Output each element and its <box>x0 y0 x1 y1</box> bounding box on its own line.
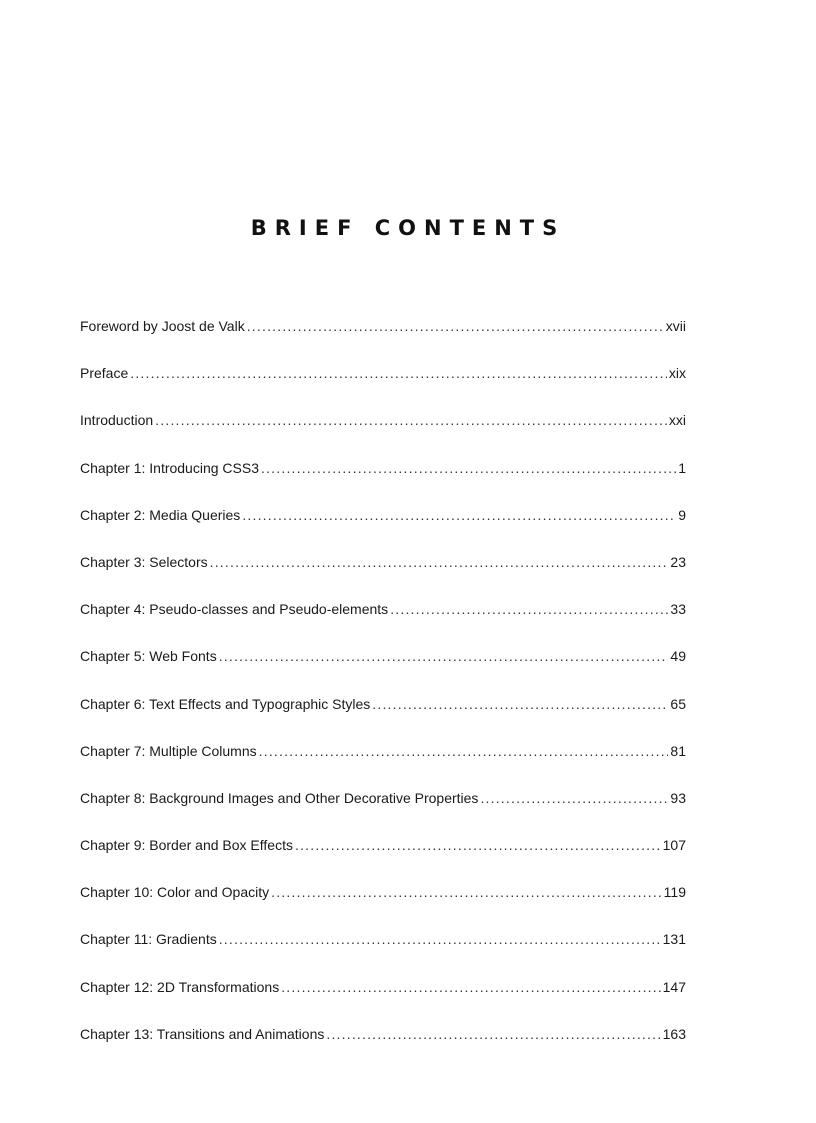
toc-entry-page: 147 <box>662 978 686 995</box>
toc-dot-leader <box>326 1024 660 1044</box>
toc-dot-leader <box>281 977 660 997</box>
toc-entry-label: Foreword by Joost de Valk <box>80 318 245 334</box>
toc-entry-page: 81 <box>670 742 686 759</box>
toc-dot-leader <box>372 694 668 714</box>
toc-entry-label: Chapter 3: Selectors <box>80 553 208 570</box>
toc-entry-label: Chapter 10: Color and Opacity <box>80 884 270 901</box>
toc-entry-label: Chapter 9: Border and Box Effects <box>80 837 293 854</box>
toc-entry-page: 131 <box>662 931 686 948</box>
toc-entry-label: Chapter 12: 2D Transformations <box>80 978 280 995</box>
toc-entry-page: 33 <box>670 601 686 618</box>
toc-entry-label: Chapter 13: Transitions and Animations <box>80 1025 325 1042</box>
toc-entry <box>80 599 686 646</box>
toc-entry <box>80 741 686 788</box>
toc-entry <box>80 788 686 835</box>
toc-dot-leader <box>242 505 676 525</box>
toc-list <box>80 316 686 1071</box>
toc-entry <box>80 1024 686 1071</box>
toc-dot-leader <box>390 599 668 619</box>
toc-entry-page: xxi <box>668 412 686 429</box>
toc-entry <box>80 646 686 693</box>
toc-entry-page: 1 <box>678 459 686 476</box>
toc-dot-leader <box>130 363 667 383</box>
toc-entry-label: Chapter 1: Introducing CSS3 <box>80 459 259 476</box>
toc-entry-page: 49 <box>670 648 686 665</box>
toc-entry-page: 107 <box>662 837 686 854</box>
toc-entry <box>80 410 686 457</box>
toc-entry <box>80 882 686 929</box>
toc-entry-page: xvii <box>665 318 686 334</box>
toc-dot-leader <box>210 552 669 572</box>
toc-entry-page: xix <box>668 365 686 382</box>
toc-entry-label: Chapter 6: Text Effects and Typographic Styles <box>80 695 371 712</box>
toc-entry-label: Chapter 7: Multiple Columns <box>80 742 257 759</box>
toc-dot-leader <box>295 835 661 855</box>
toc-dot-leader <box>480 788 668 808</box>
toc-entry-label: Chapter 4: Pseudo-classes and Pseudo-elements <box>80 601 389 618</box>
toc-dot-leader <box>219 646 669 666</box>
toc-dot-leader <box>259 741 669 761</box>
toc-dot-leader <box>271 882 662 902</box>
toc-entry-label: Preface <box>80 365 129 382</box>
toc-entry-page: 93 <box>670 789 686 806</box>
toc-entry-page: 65 <box>670 695 686 712</box>
page-title: BRIEF CONTENTS <box>250 216 566 240</box>
toc-entry-page: 163 <box>662 1025 686 1042</box>
toc-entry <box>80 458 686 505</box>
toc-entry-label: Chapter 8: Background Images and Other Decorative Properties <box>80 789 479 806</box>
toc-entry-label: Introduction <box>80 412 154 429</box>
toc-entry-page: 9 <box>678 506 686 523</box>
toc-entry-page: 23 <box>670 553 686 570</box>
toc-entry <box>80 552 686 599</box>
toc-dot-leader <box>261 458 676 478</box>
toc-dot-leader <box>219 929 661 949</box>
toc-entry-label: Chapter 11: Gradients <box>80 931 217 948</box>
toc-entry <box>80 835 686 882</box>
toc-entry <box>80 363 686 410</box>
toc-entry <box>80 929 686 976</box>
toc-entry <box>80 977 686 1024</box>
toc-entry-label: Chapter 2: Media Queries <box>80 506 241 523</box>
toc-entry <box>80 316 686 363</box>
toc-entry <box>80 694 686 741</box>
toc-entry-label: Chapter 5: Web Fonts <box>80 648 217 665</box>
toc-entry <box>80 505 686 552</box>
toc-dot-leader <box>155 410 667 430</box>
toc-entry-page: 119 <box>663 884 686 901</box>
toc-dot-leader <box>247 316 664 336</box>
